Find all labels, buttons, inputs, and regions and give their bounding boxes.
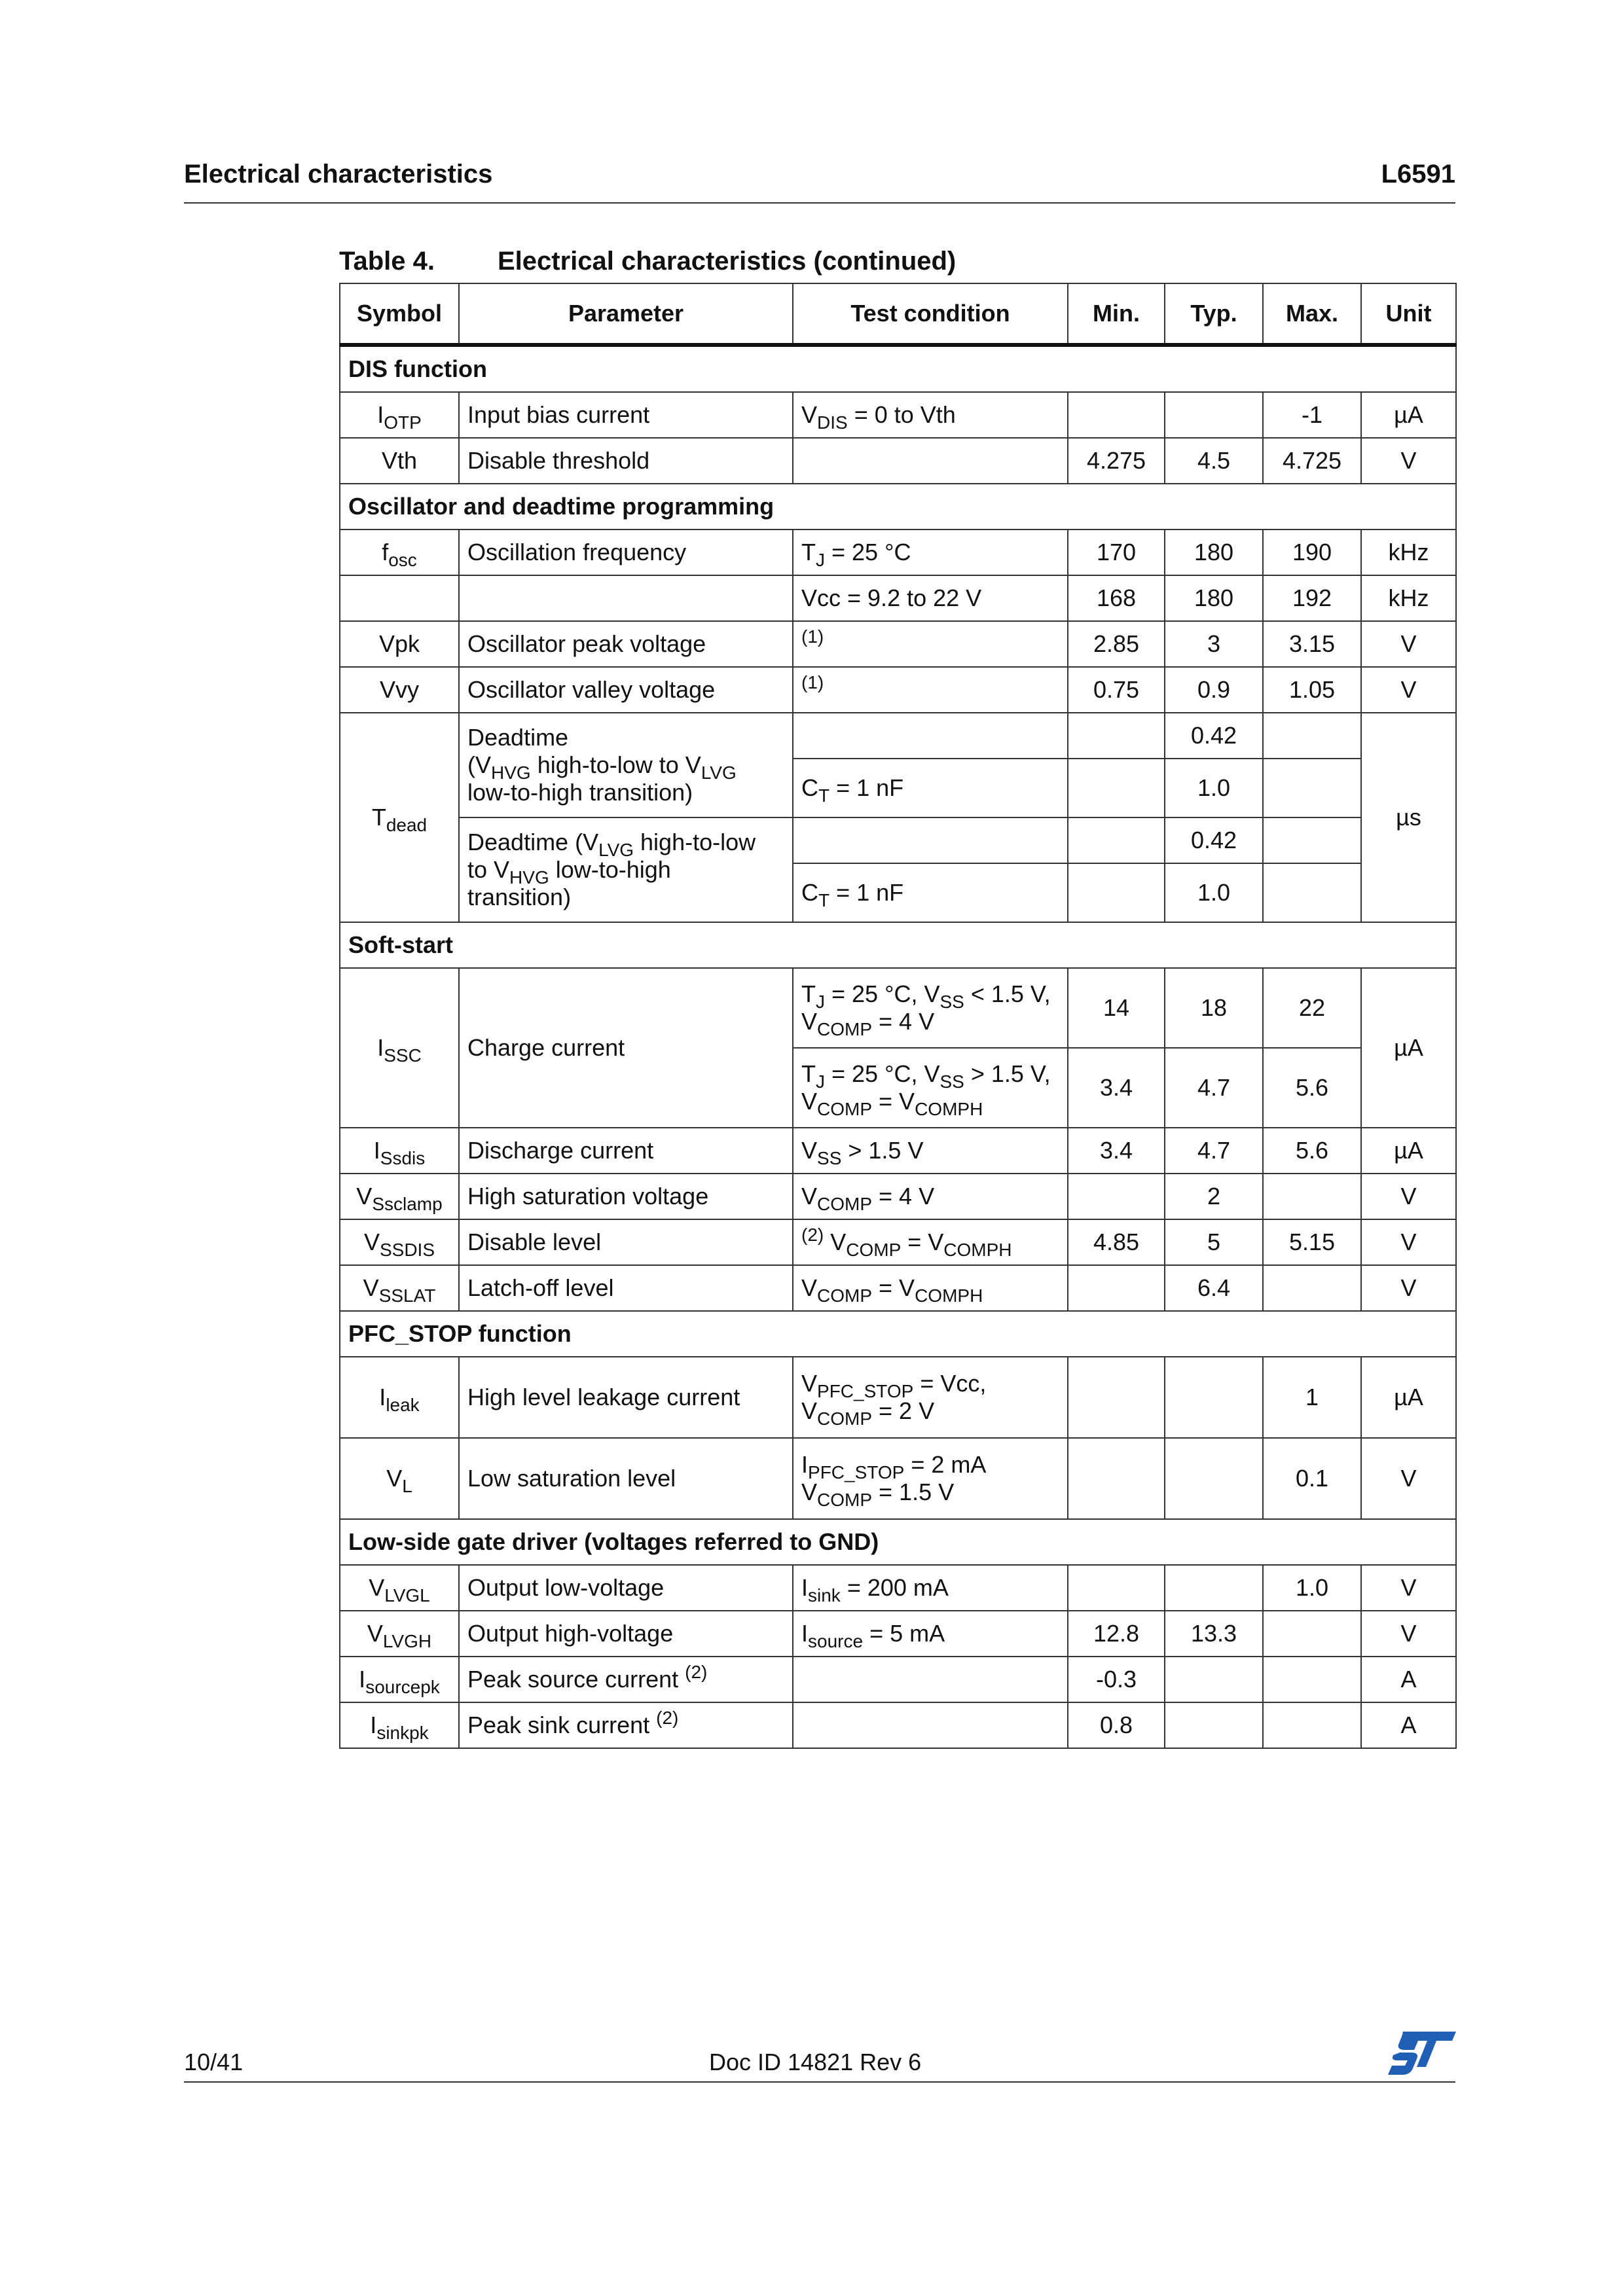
unit-cell: V (1361, 1265, 1456, 1311)
doc-id: Doc ID 14821 Rev 6 (709, 2049, 922, 2075)
min-cell (1068, 1565, 1165, 1611)
electrical-characteristics-table (339, 283, 1457, 1749)
max-cell (1263, 1702, 1361, 1748)
table-row (340, 1565, 1456, 1611)
table-row (340, 1128, 1456, 1174)
typ-cell: 3 (1165, 621, 1263, 667)
symbol-cell: $V_{Ssclamp}$ (340, 1174, 459, 1219)
typ-cell: 1.0 (1165, 759, 1263, 817)
typ-cell: 1.0 (1165, 863, 1263, 922)
condition-cell (793, 1657, 1068, 1702)
max-cell: 0.1 (1263, 1438, 1361, 1519)
symbol-cell: $V_{SSDIS}$ (340, 1219, 459, 1265)
max-cell: 1 (1263, 1357, 1361, 1438)
table-row (340, 968, 1456, 1048)
typ-cell: 2 (1165, 1174, 1263, 1219)
condition-cell (793, 438, 1068, 484)
condition-cell: $I_{source} = 5$ mA (793, 1611, 1068, 1657)
min-cell (1068, 392, 1165, 438)
typ-cell (1165, 392, 1263, 438)
condition-cell (793, 1702, 1068, 1748)
typ-cell (1165, 1565, 1263, 1611)
min-cell: 0.8 (1068, 1702, 1165, 1748)
footnote-ref: (2) (656, 1708, 679, 1728)
section-row (340, 1311, 1456, 1357)
section-title: Low-side gate driver (voltages referred to GND) (340, 1519, 1456, 1565)
parameter-cell: Peak sink current $^{(2)}$ (459, 1702, 793, 1748)
condition-cell (793, 667, 1068, 713)
table-row (340, 1702, 1456, 1748)
typ-cell: 0.9 (1165, 667, 1263, 713)
symbol-cell: $f_{osc}$ (340, 529, 459, 575)
table-row (340, 1357, 1456, 1438)
parameter-cell: Latch-off level (459, 1265, 793, 1311)
section-title: Soft-start (340, 922, 1456, 968)
unit-cell: A (1361, 1702, 1456, 1748)
table-row (340, 621, 1456, 667)
unit-cell: µA (1361, 1128, 1456, 1174)
max-cell (1263, 1174, 1361, 1219)
parameter-cell: Charge current (459, 968, 793, 1128)
symbol-cell: Vpk (340, 621, 459, 667)
max-cell: 4.725 (1263, 438, 1361, 484)
unit-cell: V (1361, 1174, 1456, 1219)
table-row (340, 1438, 1456, 1519)
condition-cell: Vcc = 9.2 to 22 V (793, 575, 1068, 621)
min-cell: 3.4 (1068, 1128, 1165, 1174)
symbol-cell: Vth (340, 438, 459, 484)
max-cell: 192 (1263, 575, 1361, 621)
section-row (340, 1519, 1456, 1565)
parameter-cell: Deadtime ($V_{HVG}$ high-to-low to $V_{LVG}$ low-to-high transition) (459, 713, 793, 817)
col-min: Min. (1068, 283, 1165, 345)
table-header-row (340, 283, 1456, 345)
condition-cell: $V_{SS} > 1.5$ V (793, 1128, 1068, 1174)
table-row (340, 1657, 1456, 1702)
unit-cell: µA (1361, 1357, 1456, 1438)
parameter-cell: Peak source current $^{(2)}$ (459, 1657, 793, 1702)
typ-cell (1165, 1357, 1263, 1438)
parameter-cell: Oscillator peak voltage (459, 621, 793, 667)
condition-cell: $C_T = 1$ nF (793, 759, 1068, 817)
unit-cell: V (1361, 667, 1456, 713)
max-cell (1263, 1657, 1361, 1702)
typ-cell: 4.7 (1165, 1048, 1263, 1128)
min-cell: 168 (1068, 575, 1165, 621)
typ-cell (1165, 1438, 1263, 1519)
symbol-cell: $I_{sinkpk}$ (340, 1702, 459, 1748)
symbol-cell: $V_{LVGL}$ (340, 1565, 459, 1611)
condition-cell: $I_{sink} = 200$ mA (793, 1565, 1068, 1611)
condition-cell: $V_{COMP} = 4$ V (793, 1174, 1068, 1219)
symbol-cell: $T_{dead}$ (340, 713, 459, 922)
parameter-cell: Oscillation frequency (459, 529, 793, 575)
condition-cell (793, 621, 1068, 667)
symbol-cell: $I_{Ssdis}$ (340, 1128, 459, 1174)
page-number: 10/41 (184, 2049, 244, 2075)
parameter-cell: Oscillator valley voltage (459, 667, 793, 713)
typ-cell: 18 (1165, 968, 1263, 1048)
parameter-cell: High level leakage current (459, 1357, 793, 1438)
footnote-ref: (1) (801, 626, 824, 647)
parameter-cell: Disable level (459, 1219, 793, 1265)
unit-cell: V (1361, 1219, 1456, 1265)
symbol-cell: Vvy (340, 667, 459, 713)
min-cell: 4.85 (1068, 1219, 1165, 1265)
condition-cell: $T_J = 25$ °C, $V_{SS} < 1.5$ V, $V_{COMP} = 4$ V (793, 968, 1068, 1048)
table-row (340, 713, 1456, 759)
typ-cell: 6.4 (1165, 1265, 1263, 1311)
symbol-cell: $V_{LVGH}$ (340, 1611, 459, 1657)
col-max: Max. (1263, 283, 1361, 345)
typ-cell (1165, 1702, 1263, 1748)
section-row (340, 484, 1456, 529)
parameter-cell: Output high-voltage (459, 1611, 793, 1657)
symbol-cell (340, 575, 459, 621)
st-logo-shape (1388, 2032, 1456, 2075)
parameter-cell: Discharge current (459, 1128, 793, 1174)
unit-cell: kHz (1361, 575, 1456, 621)
table-row (340, 1219, 1456, 1265)
col-unit: Unit (1361, 283, 1456, 345)
header-rule (184, 202, 1455, 204)
condition-cell: $V_{COMP} = V_{COMPH}$ (793, 1265, 1068, 1311)
typ-cell: 4.7 (1165, 1128, 1263, 1174)
table-row (340, 817, 1456, 863)
symbol-cell: $I_{SSC}$ (340, 968, 459, 1128)
min-cell (1068, 1438, 1165, 1519)
unit-cell: µA (1361, 392, 1456, 438)
parameter-cell: High saturation voltage (459, 1174, 793, 1219)
condition-cell: $V_{PFC\_STOP}$ = Vcc, $V_{COMP} = 2$ V (793, 1357, 1068, 1438)
section-row (340, 922, 1456, 968)
footer-rule (184, 2081, 1455, 2083)
max-cell: 5.6 (1263, 1128, 1361, 1174)
min-cell: 0.75 (1068, 667, 1165, 713)
condition-cell: $I_{PFC\_STOP} = 2$ mA $V_{COMP} = 1.5$ V (793, 1438, 1068, 1519)
condition-cell (793, 817, 1068, 863)
max-cell: 5.6 (1263, 1048, 1361, 1128)
section-row (340, 345, 1456, 392)
max-cell: 190 (1263, 529, 1361, 575)
footnote-ref: (1) (801, 672, 824, 692)
typ-cell (1165, 1657, 1263, 1702)
min-cell (1068, 817, 1165, 863)
section-title: Oscillator and deadtime programming (340, 484, 1456, 529)
min-cell (1068, 713, 1165, 759)
table-row (340, 667, 1456, 713)
min-cell: 4.275 (1068, 438, 1165, 484)
unit-cell: V (1361, 1565, 1456, 1611)
parameter-cell: Low saturation level (459, 1438, 793, 1519)
unit-cell: V (1361, 621, 1456, 667)
col-typ: Typ. (1165, 283, 1263, 345)
typ-cell: 180 (1165, 529, 1263, 575)
condition-cell: $T_J = 25$ °C (793, 529, 1068, 575)
parameter-cell: Input bias current (459, 392, 793, 438)
footnote-ref: (2) (685, 1662, 708, 1682)
unit-cell: A (1361, 1657, 1456, 1702)
unit-cell: µA (1361, 968, 1456, 1128)
col-test-condition: Test condition (793, 283, 1068, 345)
max-cell: 1.05 (1263, 667, 1361, 713)
max-cell: -1 (1263, 392, 1361, 438)
min-cell: 14 (1068, 968, 1165, 1048)
typ-cell: 4.5 (1165, 438, 1263, 484)
condition-cell (793, 713, 1068, 759)
table-row (340, 438, 1456, 484)
unit-cell: kHz (1361, 529, 1456, 575)
typ-cell: 0.42 (1165, 817, 1263, 863)
min-cell: -0.3 (1068, 1657, 1165, 1702)
max-cell (1263, 759, 1361, 817)
max-cell (1263, 1265, 1361, 1311)
st-logo-icon (1388, 2032, 1456, 2075)
max-cell (1263, 863, 1361, 922)
table-row (340, 1611, 1456, 1657)
section-title: DIS function (340, 345, 1456, 392)
condition-cell: $V_{DIS} = 0$ to Vth (793, 392, 1068, 438)
col-symbol: Symbol (340, 283, 459, 345)
symbol-cell: $I_{OTP}$ (340, 392, 459, 438)
min-cell (1068, 1265, 1165, 1311)
condition-cell: $^{(2)}$ $V_{COMP} = V_{COMPH}$ (793, 1219, 1068, 1265)
typ-cell: 180 (1165, 575, 1263, 621)
table-row (340, 392, 1456, 438)
col-parameter: Parameter (459, 283, 793, 345)
unit-cell: V (1361, 1611, 1456, 1657)
min-cell (1068, 863, 1165, 922)
max-cell: 5.15 (1263, 1219, 1361, 1265)
typ-cell: 13.3 (1165, 1611, 1263, 1657)
table-number: Table 4. (339, 247, 435, 276)
table-row (340, 1265, 1456, 1311)
table-caption (339, 247, 956, 276)
min-cell: 12.8 (1068, 1611, 1165, 1657)
max-cell (1263, 1611, 1361, 1657)
condition-cell: $T_J = 25$ °C, $V_{SS} > 1.5$ V, $V_{COMP} = V_{COMPH}$ (793, 1048, 1068, 1128)
parameter-cell: Disable threshold (459, 438, 793, 484)
section-title: PFC_STOP function (340, 1311, 1456, 1357)
symbol-cell: $V_L$ (340, 1438, 459, 1519)
min-cell: 170 (1068, 529, 1165, 575)
min-cell (1068, 759, 1165, 817)
parameter-cell (459, 575, 793, 621)
max-cell: 22 (1263, 968, 1361, 1048)
unit-cell: V (1361, 438, 1456, 484)
condition-cell: $C_T = 1$ nF (793, 863, 1068, 922)
max-cell (1263, 713, 1361, 759)
table-row (340, 529, 1456, 575)
min-cell (1068, 1357, 1165, 1438)
unit-cell: V (1361, 1438, 1456, 1519)
max-cell: 1.0 (1263, 1565, 1361, 1611)
header-section-title: Electrical characteristics (184, 160, 493, 188)
unit-cell: µs (1361, 713, 1456, 922)
parameter-cell: Deadtime ($V_{LVG}$ high-to-low to $V_{HVG}$ low-to-high transition) (459, 817, 793, 922)
symbol-cell: $V_{SSLAT}$ (340, 1265, 459, 1311)
max-cell (1263, 817, 1361, 863)
typ-cell: 0.42 (1165, 713, 1263, 759)
table-row (340, 575, 1456, 621)
typ-cell: 5 (1165, 1219, 1263, 1265)
parameter-cell: Output low-voltage (459, 1565, 793, 1611)
max-cell: 3.15 (1263, 621, 1361, 667)
footnote-ref: (2) (801, 1225, 824, 1245)
min-cell: 2.85 (1068, 621, 1165, 667)
symbol-cell: $I_{sourcepk}$ (340, 1657, 459, 1702)
table-title: Electrical characteristics (continued) (498, 247, 957, 276)
symbol-cell: $I_{leak}$ (340, 1357, 459, 1438)
table-row (340, 1174, 1456, 1219)
min-cell (1068, 1174, 1165, 1219)
min-cell: 3.4 (1068, 1048, 1165, 1128)
header-part-number: L6591 (1381, 160, 1455, 188)
